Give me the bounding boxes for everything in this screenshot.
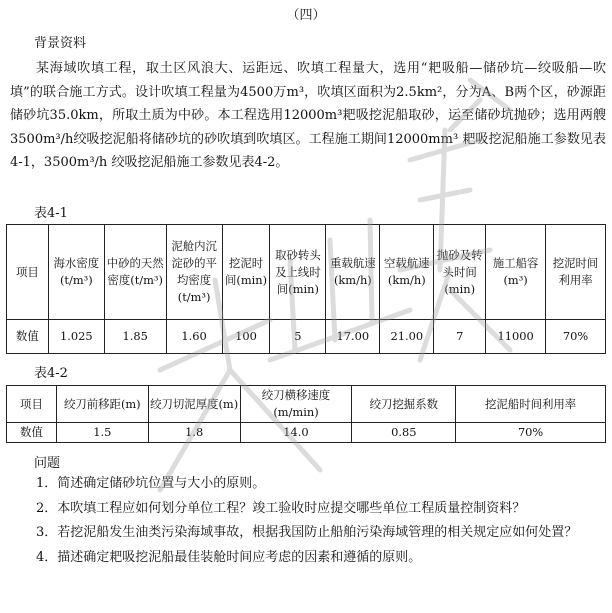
table1-value-cell: 17.00 (326, 320, 380, 354)
table1-value-cell: 7 (434, 320, 486, 354)
table2-value-cell: 70% (456, 423, 606, 443)
table1-value-cell: 70% (546, 320, 606, 354)
table2-value-cell: 1.8 (148, 423, 240, 443)
table1-value-row (7, 320, 606, 354)
table2-value-row (7, 423, 606, 443)
background-paragraph: 某海域吹填工程，取土区风浪大、运距远、吹填工程量大，选用“耙吸船—储砂坑—绞吸船—吹填”的联合施工方式。设计吹填工程量为4500万m³，吹填区面积为2.5km²，分为A、B两个区，砂源距储砂坑35.0km，所取土质为中砂。本工程选用12000m³耙吸挖泥船取砂，运至储砂坑抛砂；选用两艘3500m³/h绞吸挖泥船将储砂坑的砂吹填到吹填区。工程施工期间12000mm³ 耙吸挖泥船施工参数见表4-1，3500m³/h 绞吸挖泥船施工参数见表4-2。 (10, 61, 606, 171)
table2-label: 表4-2 (34, 366, 68, 381)
table2-value-cell: 14.0 (240, 423, 352, 443)
table2-header-cell: 挖泥船时间利用率 (456, 386, 606, 423)
table1-value-cell: 1.85 (104, 320, 166, 354)
table1-value-cell: 100 (222, 320, 270, 354)
table1-value-cell: 1.025 (48, 320, 104, 354)
question-item: 2．本吹填工程应如何划分单位工程？竣工验收时应提交哪些单位工程质量控制资料？ (36, 500, 526, 516)
table2-value-cell: 数值 (7, 423, 57, 443)
table1-value-cell: 21.00 (380, 320, 434, 354)
table-4-1 (6, 224, 606, 354)
table1-label: 表4-1 (34, 206, 68, 221)
table-4-2 (6, 385, 606, 443)
table1-header-cell: 海水密度(t/m³) (48, 225, 104, 320)
question-item: 1．简述确定储砂坑位置与大小的原则。 (36, 476, 266, 491)
table1-value-cell: 1.60 (166, 320, 222, 354)
section-title: （四） (286, 8, 326, 23)
table2-value-cell: 1.5 (56, 423, 148, 443)
table1-header-cell: 项目 (7, 225, 49, 320)
table2-header-cell: 项目 (7, 386, 57, 423)
table2-header-cell: 绞刀前移距(m) (56, 386, 148, 423)
table2-header-cell: 绞刀切泥厚度(m) (148, 386, 240, 423)
questions-list (10, 472, 606, 570)
question-item: 3．若挖泥船发生油类污染海域事故，根据我国防止船舶污染海域管理的相关规定应如何处置？ (36, 525, 578, 540)
table1-header-cell: 挖泥时间利用率 (546, 225, 606, 320)
table1-header-cell: 空载航速(km/h) (380, 225, 434, 320)
table1-header-cell: 取砂转头及上线时间(min) (270, 225, 326, 320)
questions-title: 问题 (34, 456, 61, 471)
table2-header-row (7, 386, 606, 423)
table1-value-cell: 11000 (486, 320, 546, 354)
table1-value-cell: 5 (270, 320, 326, 354)
table1-header-cell: 抛砂及转头时间(min) (434, 225, 486, 320)
background-title: 背景资料 (34, 36, 87, 51)
table1-header-cell: 挖泥时间(min) (222, 225, 270, 320)
table1-value-cell: 数值 (7, 320, 49, 354)
table2-header-cell: 绞刀挖掘系数 (352, 386, 456, 423)
table1-header-cell: 泥舱内沉淀砂的平均密度(t/m³) (166, 225, 222, 320)
table1-header-row (7, 225, 606, 320)
table1-header-cell: 施工船容(m³) (486, 225, 546, 320)
table2-value-cell: 0.85 (352, 423, 456, 443)
table2-header-cell: 绞刀横移速度(m/min) (240, 386, 352, 423)
table1-header-cell: 中砂的天然密度(t/m³) (104, 225, 166, 320)
question-item: 4．描述确定耙吸挖泥船最佳装舱时间应考虑的因素和遵循的原则。 (36, 549, 422, 565)
table1-header-cell: 重载航速(km/h) (326, 225, 380, 320)
